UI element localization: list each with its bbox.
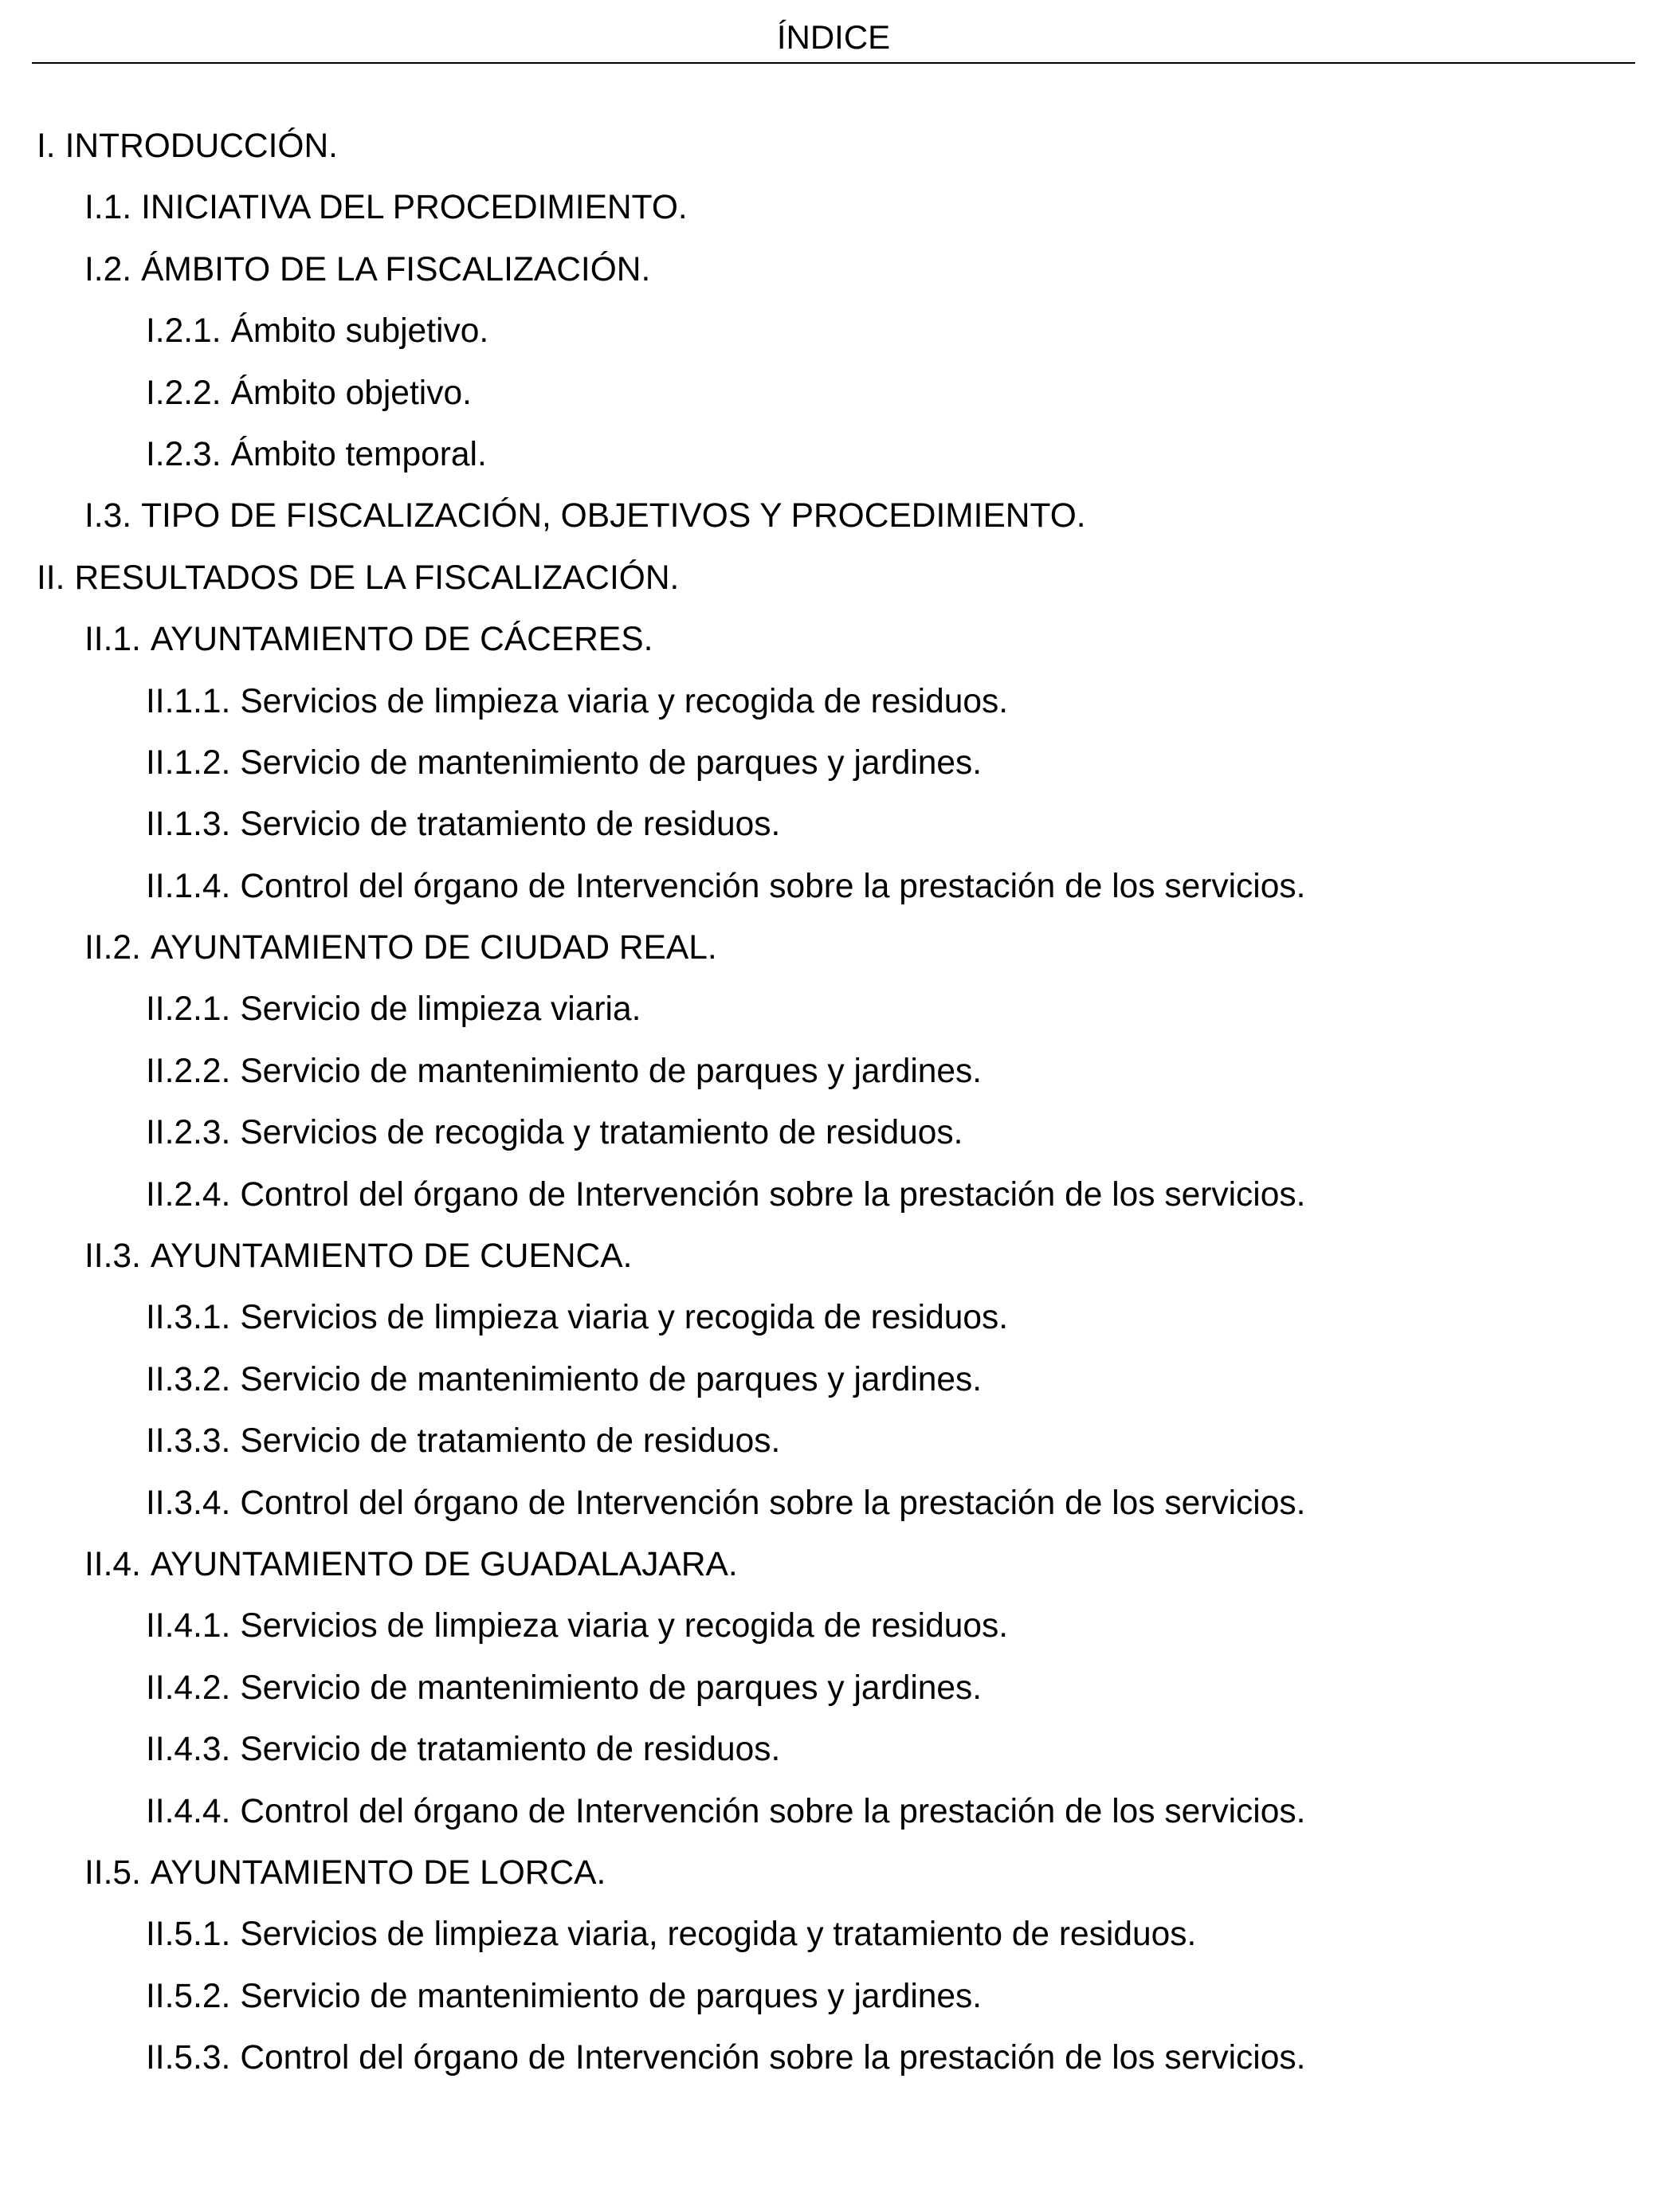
toc-entry-number: I. xyxy=(37,127,56,165)
toc-entry-title: Control del órgano de Intervención sobre la prestación de los servicios. xyxy=(240,1792,1306,1830)
toc-entry-level-3 xyxy=(0,741,1671,802)
toc-entry-title: Control del órgano de Intervención sobre la prestación de los servicios. xyxy=(240,1484,1306,1522)
toc-entry-number: II.4.2. xyxy=(146,1669,231,1707)
toc-entry-level-3 xyxy=(0,1481,1671,1543)
toc-entry-title: ÁMBITO DE LA FISCALIZACIÓN. xyxy=(141,250,651,288)
toc-entry-number: I.2.3. xyxy=(146,435,222,473)
toc-entry-title: Control del órgano de Intervención sobre la prestación de los servicios. xyxy=(240,2039,1306,2077)
toc-entry-level-1 xyxy=(0,124,1671,186)
toc-entry-level-3 xyxy=(0,1111,1671,1172)
toc-entry-level-1 xyxy=(0,556,1671,618)
toc-entry-level-3 xyxy=(0,680,1671,741)
toc-entry-title: Servicio de mantenimiento de parques y jardines. xyxy=(240,1360,983,1398)
toc-entry-title: TIPO DE FISCALIZACIÓN, OBJETIVOS Y PROCEDIMIENTO. xyxy=(141,497,1086,535)
toc-entry-title: Servicios de limpieza viaria y recogida de residuos. xyxy=(240,1607,1009,1645)
toc-entry-title: Servicios de recogida y tratamiento de residuos. xyxy=(240,1114,963,1152)
toc-entry-level-3 xyxy=(0,802,1671,864)
toc-entry-number: II.4. xyxy=(84,1545,141,1583)
toc-entry-number: II.5. xyxy=(84,1853,141,1892)
toc-entry-number: II.3. xyxy=(84,1237,141,1276)
toc-entry-number: II.4.3. xyxy=(146,1731,231,1769)
toc-entry-title: AYUNTAMIENTO DE CIUDAD REAL. xyxy=(150,929,717,967)
toc-entry-number: II.2.3. xyxy=(146,1114,231,1152)
toc-entry-number: II.2.1. xyxy=(146,990,231,1029)
toc-entry-title: Servicio de tratamiento de residuos. xyxy=(240,1422,781,1461)
toc-entry-number: II.1.4. xyxy=(146,867,231,905)
toc-entry-number: II.4.4. xyxy=(146,1792,231,1830)
toc-entry-level-2 xyxy=(0,186,1671,247)
toc-entry-level-3 xyxy=(0,2036,1671,2097)
toc-entry-title: Servicio de limpieza viaria. xyxy=(240,990,641,1029)
toc-entry-number: I.2. xyxy=(84,250,132,288)
toc-entry-title: AYUNTAMIENTO DE CÁCERES. xyxy=(150,621,653,659)
toc-entry-level-3 xyxy=(0,433,1671,494)
toc-entry-title: INTRODUCCIÓN. xyxy=(65,127,338,165)
toc-entry-level-2 xyxy=(0,1234,1671,1296)
toc-entry-number: II.4.1. xyxy=(146,1607,231,1645)
toc-entry-number: II.3.3. xyxy=(146,1422,231,1461)
toc-entry-number: I.1. xyxy=(84,189,132,227)
toc-entry-title: Servicio de mantenimiento de parques y jardines. xyxy=(240,1669,983,1707)
toc-entry-number: I.2.2. xyxy=(146,374,222,412)
toc-entry-number: II.2.4. xyxy=(146,1175,231,1214)
toc-entry-level-3 xyxy=(0,1049,1671,1111)
toc-entry-title: AYUNTAMIENTO DE GUADALAJARA. xyxy=(150,1545,738,1583)
toc-entry-level-2 xyxy=(0,248,1671,309)
toc-entry-number: II. xyxy=(37,559,65,597)
toc-entry-level-3 xyxy=(0,371,1671,433)
toc-entry-title: AYUNTAMIENTO DE CUENCA. xyxy=(150,1237,633,1276)
table-of-contents xyxy=(0,124,1671,2098)
toc-entry-number: I.2.1. xyxy=(146,312,222,351)
toc-entry-title: Control del órgano de Intervención sobre la prestación de los servicios. xyxy=(240,1175,1306,1214)
toc-entry-number: II.3.2. xyxy=(146,1360,231,1398)
toc-entry-number: II.5.2. xyxy=(146,1977,231,2015)
toc-entry-title: Servicio de mantenimiento de parques y jardines. xyxy=(240,743,983,782)
toc-entry-title: AYUNTAMIENTO DE LORCA. xyxy=(150,1853,606,1892)
toc-entry-level-2 xyxy=(0,1851,1671,1912)
toc-entry-title: INICIATIVA DEL PROCEDIMIENTO. xyxy=(141,189,688,227)
toc-entry-level-3 xyxy=(0,1296,1671,1357)
toc-entry-level-3 xyxy=(0,1419,1671,1481)
toc-entry-title: Servicio de mantenimiento de parques y jardines. xyxy=(240,1977,983,2015)
toc-entry-level-3 xyxy=(0,987,1671,1049)
toc-entry-number: II.3.4. xyxy=(146,1484,231,1522)
toc-entry-title: Servicio de mantenimiento de parques y jardines. xyxy=(240,1052,983,1090)
toc-entry-number: II.5.3. xyxy=(146,2039,231,2077)
toc-entry-level-3 xyxy=(0,1604,1671,1665)
toc-entry-number: II.2.2. xyxy=(146,1052,231,1090)
toc-entry-number: II.3.1. xyxy=(146,1299,231,1337)
toc-entry-number: II.1.1. xyxy=(146,682,231,720)
toc-entry-level-3 xyxy=(0,1666,1671,1728)
page-title: ÍNDICE xyxy=(776,18,891,56)
toc-entry-title: Servicios de limpieza viaria y recogida de residuos. xyxy=(240,682,1009,720)
toc-entry-number: II.5.1. xyxy=(146,1916,231,1954)
toc-entry-title: Ámbito subjetivo. xyxy=(230,312,489,351)
toc-entry-level-3 xyxy=(0,1358,1671,1419)
toc-entry-title: Servicio de tratamiento de residuos. xyxy=(240,1731,781,1769)
toc-entry-level-2 xyxy=(0,1543,1671,1604)
toc-entry-number: II.1. xyxy=(84,621,141,659)
toc-entry-title: RESULTADOS DE LA FISCALIZACIÓN. xyxy=(74,559,680,597)
toc-entry-level-3 xyxy=(0,1790,1671,1851)
toc-entry-number: II.1.3. xyxy=(146,806,231,844)
toc-entry-number: I.3. xyxy=(84,497,132,535)
toc-entry-title: Ámbito temporal. xyxy=(230,435,487,473)
toc-entry-number: II.1.2. xyxy=(146,743,231,782)
toc-entry-level-3 xyxy=(0,1728,1671,1789)
toc-entry-level-3 xyxy=(0,1975,1671,2036)
toc-entry-level-3 xyxy=(0,865,1671,926)
toc-entry-title: Servicios de limpieza viaria y recogida de residuos. xyxy=(240,1299,1009,1337)
toc-entry-level-3 xyxy=(0,1173,1671,1234)
toc-entry-number: II.2. xyxy=(84,929,141,967)
toc-entry-level-2 xyxy=(0,618,1671,679)
toc-entry-title: Control del órgano de Intervención sobre la prestación de los servicios. xyxy=(240,867,1306,905)
toc-entry-title: Servicio de tratamiento de residuos. xyxy=(240,806,781,844)
page-header xyxy=(32,14,1635,64)
toc-entry-level-3 xyxy=(0,309,1671,371)
toc-entry-level-2 xyxy=(0,926,1671,987)
toc-entry-level-2 xyxy=(0,494,1671,555)
toc-entry-level-3 xyxy=(0,1912,1671,1974)
toc-entry-title: Ámbito objetivo. xyxy=(230,374,472,412)
toc-entry-title: Servicios de limpieza viaria, recogida y tratamiento de residuos. xyxy=(240,1916,1197,1954)
